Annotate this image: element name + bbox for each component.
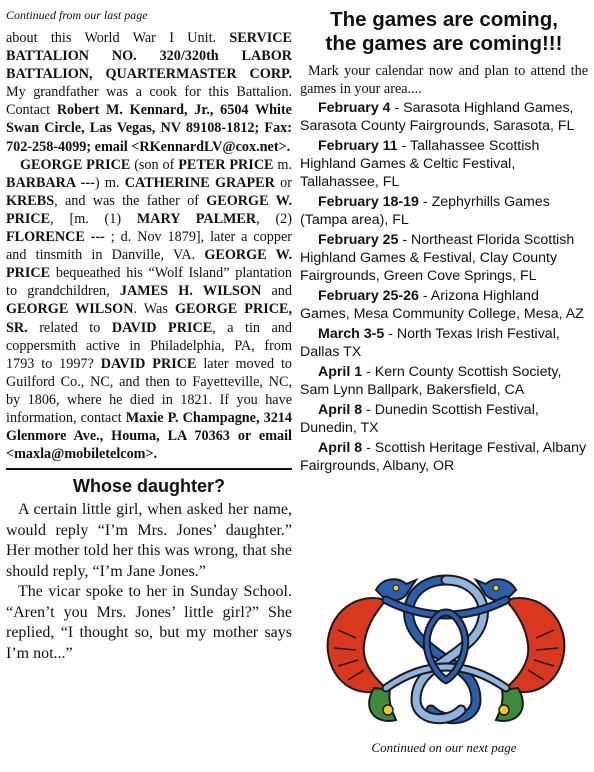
text-run: My grandfather was a cook for this Battalion. Contact	[6, 84, 292, 119]
story-paragraph: The vicar spoke to her in Sunday School. “Aren’t you Mrs. Jones’ little girl?” She replied, “I thought so, but my mother says I’m not...”	[6, 583, 292, 662]
events-list	[300, 99, 588, 475]
event-details: Dunedin Scottish Festival, Dunedin, TX	[300, 402, 539, 436]
story-title: Whose daughter?	[73, 476, 225, 497]
event-separator: -	[390, 100, 404, 116]
text-run: about this World War I Unit.	[6, 30, 230, 46]
text-run: ) m.	[94, 174, 125, 191]
text-run: . Was	[133, 301, 175, 318]
celtic-knot-birds-icon	[316, 560, 576, 730]
event-separator: -	[418, 194, 432, 210]
event-date: February 25-26	[318, 288, 419, 304]
text-run: ; d. Nov 1879], later a copper and tinsmith in Danville, VA.	[6, 229, 292, 264]
event-details: Tallahassee Scottish Highland Games & Celtic Festival, Tallahassee, FL	[300, 138, 540, 190]
event-item	[300, 99, 588, 135]
section-divider	[6, 468, 292, 470]
event-item	[300, 363, 588, 399]
story-paragraph: A certain little girl, when asked her name, would reply “I’m Mrs. Jones’ daughter.” Her mother told her this was wrong, that she should reply, “I’m Jane Jones.”	[6, 501, 292, 580]
event-separator: -	[362, 364, 375, 380]
event-date: February 18-19	[318, 194, 419, 210]
article-paragraph	[6, 156, 292, 464]
text-run: and	[261, 283, 292, 300]
text-run: , and was the father of	[54, 192, 207, 209]
bold-text-run: GEORGE W. PRICE	[6, 247, 293, 282]
left-bird-icon	[328, 579, 416, 721]
event-details: North Texas Irish Festival, Dallas TX	[300, 326, 560, 360]
text-run: later moved to Guilford Co., NC, and then to Fayetteville, NC, by 1806, where he died in 1821. If you have information, contact	[6, 355, 292, 426]
games-intro: Mark your calendar now and plan to attend the games in your area....	[300, 63, 588, 97]
bold-text-run: JAMES H. WILSON	[119, 283, 262, 300]
text-run: (son of	[130, 156, 179, 173]
bold-text-run: DAVID PRICE	[100, 355, 197, 372]
bold-text-run: PETER PRICE	[178, 156, 274, 173]
event-date: February 4	[318, 100, 391, 116]
event-details: Northeast Florida Scottish Highland Games & Festival, Clay County Fairgrounds, Green Cove Springs, FL	[300, 232, 575, 284]
bold-text-run: FLORENCE ---	[6, 229, 105, 246]
continued-from-note: Continued from our last page	[6, 8, 148, 22]
text-run: related to	[27, 319, 112, 336]
games-title-line-2: the games are coming!!!	[325, 32, 563, 55]
left-column	[6, 8, 292, 664]
text-run: bequeathed his “Wolf Island” plantation to grandchildren,	[6, 265, 292, 300]
bold-text-run: GEORGE PRICE	[20, 156, 131, 173]
event-separator: -	[397, 138, 411, 154]
event-date: February 25	[318, 232, 399, 248]
event-separator: -	[362, 440, 375, 456]
event-item	[300, 193, 588, 229]
event-details: Zephyrhills Games (Tampa area), FL	[300, 194, 550, 228]
right-column	[300, 8, 588, 477]
event-date: April 8	[318, 402, 363, 418]
text-run: m.	[273, 156, 292, 173]
bold-text-run: GEORGE PRICE, SR.	[6, 301, 292, 336]
bold-text-run: BARBARA ---	[6, 174, 95, 191]
event-separator: -	[362, 402, 375, 418]
event-item	[300, 401, 588, 437]
article-paragraph	[6, 29, 292, 156]
event-separator: -	[418, 288, 431, 304]
event-details: Sarasota Highland Games, Sarasota County Fairgrounds, Sarasota, FL	[300, 100, 575, 134]
bold-text-run: Maxie P. Champagne, 3214 Glenmore Ave., Houma, LA 70363 or email <maxla@mobiletelcom>.	[6, 409, 292, 463]
event-details: Kern County Scottish Society, Sam Lynn Ballpark, Bakersfield, CA	[300, 364, 562, 398]
bold-text-run: CATHERINE GRAPER	[124, 174, 275, 191]
right-bird-icon	[476, 579, 564, 721]
bold-text-run: GEORGE W. PRICE	[6, 192, 293, 227]
event-item	[300, 137, 588, 191]
text-run: , (2)	[256, 210, 292, 227]
text-run: , a tin and coppersmith active in Philadelphia, PA, from 1793 to 1997?	[6, 319, 292, 372]
bold-text-run: GEORGE WILSON	[6, 301, 134, 318]
event-item	[300, 231, 588, 285]
event-separator: -	[384, 326, 397, 342]
event-item	[300, 325, 588, 361]
event-date: April 1	[318, 364, 363, 380]
event-date: April 8	[318, 440, 363, 456]
bold-text-run: SERVICE BATTALION NO. 320/320th LABOR BATTALION, QUARTERMASTER CORP.	[6, 30, 292, 83]
event-details: Arizona Highland Games, Mesa Community College, Mesa, AZ	[300, 288, 584, 322]
text-run: , [m. (1)	[50, 210, 137, 227]
bold-text-run: MARY PALMER	[136, 210, 257, 227]
games-title	[300, 8, 588, 56]
bold-text-run: Robert M. Kennard, Jr., 6504 White Swan Circle, Las Vegas, NV 89108-1812; Fax: 702-258-4099; email <RKennardLV@cox.net>.	[6, 102, 292, 155]
event-date: February 11	[318, 138, 398, 154]
event-date: March 3-5	[318, 326, 385, 342]
event-item	[300, 287, 588, 323]
continued-on-note: Continued on our next page	[371, 740, 517, 755]
event-item	[300, 439, 588, 475]
bold-text-run: KREBS	[6, 192, 55, 209]
center-interlace	[386, 580, 506, 719]
bold-text-run: DAVID PRICE	[111, 319, 213, 336]
text-run: or	[274, 174, 292, 191]
games-title-line-1: The games are coming,	[330, 8, 558, 31]
event-separator: -	[398, 232, 412, 248]
event-details: Scottish Heritage Festival, Albany Fairgrounds, Albany, OR	[300, 440, 587, 474]
